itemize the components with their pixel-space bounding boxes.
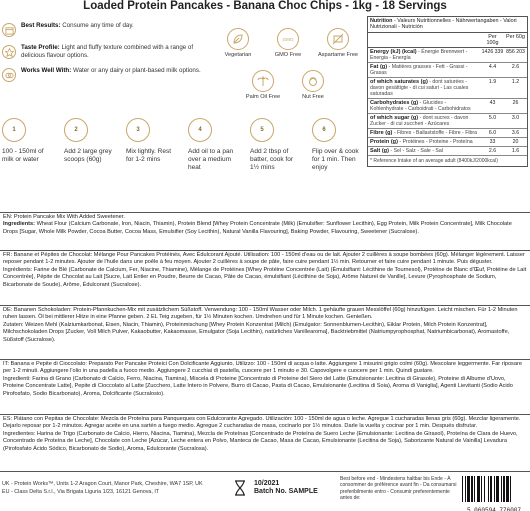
barcode-bars (460, 474, 528, 510)
barcode-bar (494, 476, 495, 502)
nutrient-translations: - Protéines - Proteine - Proteína (397, 138, 473, 145)
step-1 (2, 118, 54, 164)
step-number (312, 118, 336, 142)
en-ingredients (3, 221, 527, 236)
nutrient-translations: - Sel - Salz - Sale - Sal (388, 147, 443, 154)
step-6 (312, 118, 364, 172)
barcode-bar (503, 476, 505, 502)
value-per100g: 1.9 (488, 78, 497, 85)
block-es (0, 415, 530, 454)
step-number-text: 4 (198, 127, 202, 133)
nutrient-name: Energy (kJ) (kcal) (370, 48, 417, 55)
address-uk: UK - Protein Works™, Units 1-2 Aragon Court, Manor Park, Cheshire, WA7 1SP, UK (2, 481, 203, 487)
nutrition-row (368, 138, 527, 147)
value-per100g: 2.6 (488, 147, 497, 154)
step-text: Add oil to a pan over a medium heat (188, 148, 234, 171)
barcode-bar (506, 476, 509, 502)
badge-gmo-free (264, 28, 312, 59)
it-instructions: IT: Banana e Pepite di Cioccolato: Preparato Per Pancake Proteici Con Dolcificante Aggiunto. Utilizzo: 100 - 150ml di acqua o latte. Aggiungere 1 misurini grigio colmi (60g). Mescolare leggermente. Far riposare per 1-2 minuti. Aggiungere l'olio in una padella a fuoco medio. Aggiungere 2 cucchiai di pastella, cuocere per 1 minuto e 30. Capovolgere e cuocere per 1 min. Quindi gustare. (3, 361, 522, 375)
best-before-date: 10/2021 (254, 480, 280, 487)
info-item-taste-profile (2, 44, 202, 60)
step-3 (126, 118, 178, 164)
barcode-bar (477, 476, 480, 502)
step-number-text: 3 (136, 127, 140, 133)
en-ingredients-label: Ingredients: (3, 221, 37, 228)
badge-label: Nut Free (302, 94, 324, 100)
badge-label: Aspartame Free (317, 52, 359, 58)
nutrient-translations: - Matières grasses - Fett - Grassi - Grasas (370, 63, 468, 76)
product-title: Loaded Protein Pancakes - Banana Choc Chips - 1kg - 18 Servings (83, 0, 447, 12)
badge-aspartame-free (314, 28, 362, 59)
nutrient-name: of which sugar (g) (370, 114, 419, 121)
block-en (0, 213, 530, 237)
nutrition-label (368, 78, 481, 98)
step-text: 100 - 150ml of milk or water (2, 148, 44, 163)
value-per60g: 1.2 (511, 78, 520, 85)
badges (214, 20, 362, 130)
nutrition-rows (368, 48, 527, 156)
barcode-bar (510, 476, 511, 502)
barcode (460, 474, 528, 510)
badge-label: Palm Oil Free (245, 94, 281, 100)
info-label: Taste Profile: (21, 44, 60, 51)
step-number (2, 118, 26, 142)
mix-icon (2, 68, 16, 82)
value-per60g: 26 (512, 99, 519, 106)
date-batch (254, 480, 318, 496)
barcode-number: 5 060594 776007 (466, 507, 521, 511)
preparation-steps (2, 118, 364, 208)
nutrition-header (368, 17, 527, 33)
fr-ingredients: Ingrédients: Farine de Blé (Carbonate de Calcium, Fer, Niacine, Thiamine), Mélange de Protéines [Whey Protéine Concentrée (Lait) (Émulsifiant: Lécithine de Tournesol), Protéine de Blanc d'Œuf, Protéine de Lait Concentrée], Pépite de Chocolat au Lait [Sucre, Lait Entier en Poudre, Beurre de Cacao, Pâte de Cacao, émulsifiant (Lécithine de Soja), Arôme Naturel de Vanille], Levure (Pyrophosphate de Sodium, Bicarbonate de Soude), Arôme, Édulcorant (Sucralose). (3, 266, 527, 288)
de-ingredients: Zutaten: Weizen Mehl (Kalziumkarbonat, Eisen, Niacin, Thiamin), Proteinmischung [Whey Protein Konzentrat (Milch) (Emulgator: Sonnenblumen-Lecithin), Eiklar Protein, Milch Protein Konzentrat], Milchschokoladen Drops [Zucker, Voll Milch Pulver, Kakaobutter, Kakaomasse, Emulgator (Soja Lecithin), natürliches Vanillearoma], Backtriebmittel (Natriumpyrophosphat, Natriumbicarbonat), Aromastoffe, Süßstoff (Sucralose). (3, 321, 510, 343)
nutrition-columns (368, 33, 527, 48)
en-ingredients-text: Wheat Flour (Calcium Carbonate, Iron, Niacin, Thiamin), Protein Blend [Whey Protein Concentrate (Milk) (Emulsifier: Sunflower Lecithin), Egg Protein, Milk Protein Concentrate], Milk Chocolate Drops [Sugar, Whole Milk Powder, Cocoa Butter, Cocoa Mass, Emulsifier (Soy Lecithin), Natural Vanilla Flavouring], Baking Powder, Flavouring, Sweetener (Sucralose). (3, 221, 512, 235)
calendar-icon (2, 23, 16, 37)
nutrition-col-per60: Per 60g (506, 33, 525, 40)
address-eu: EU - Class Delta S.r.l., Via Brigata Liguria 1/23, 16121 Genova, IT (2, 489, 160, 495)
top-section (0, 16, 530, 212)
fr-instructions: FR: Banane et Pépites de Chocolat: Mélange Pour Pancakes Protéinés, Avec Édulcorant Ajouté. Utilisation: 100 - 150ml d'eau ou de lait. Ajouter 2 cuillères à soupe bombées (60g). Mélanger légèrement. Laisser reposer pendant 1-2 minutes. Ajouter de l'huile dans une poêle à feu moyen. Ajouter 2 cuillères à soupe de pâte, faire cuire pendant 1½ min. Retourner et faire cuire pendant 1 minute. Puis déguster. (3, 252, 525, 266)
info-value: Light and fluffy texture combined with a range of delicious flavour options. (21, 44, 194, 59)
value-per100g: 43 (489, 99, 496, 106)
nutrient-translations: - dont saturées - davon gesättigte - di cui saturi - Las cuales saturadas (370, 78, 469, 97)
step-text: Add 2 large grey scoops (60g) (64, 148, 112, 163)
nutrition-label (368, 114, 481, 128)
block-de (0, 306, 530, 345)
step-number (188, 118, 212, 142)
step-5 (250, 118, 302, 172)
nutrient-translations: - Glucides - Kohlenhydrate - Carboidrati - Carbohidratos (370, 99, 471, 112)
es-ingredients: Ingredientes: Harina de Trigo (Carbonato de Calcio, Hierro, Niacina, Tiamina), Mezcla de Proteínas [Concentrado de Proteína de Suero Leche (Emulsionante: Lecitina de Girasol), Proteína de Clara de Huevo, Concentrado de Proteína de Leche], Chocolate con Leche [Azúcar, Leche entera en Polvo, Manteca de Cacao, Masa de Cacao, Emulsionante (Lecitina de Soja), Saborizante Natural de Vainilla] Levadura (Pirofosfato Ácido Sódico, Bicarbonato de Sodio), Aroma, Edulcorante (Sucralosa). (3, 430, 518, 452)
step-4 (188, 118, 240, 172)
svg-text:GMO: GMO (282, 37, 294, 42)
badge-nut-free (289, 70, 337, 101)
barcode-bar (484, 476, 485, 502)
palm-oil-icon (252, 70, 274, 92)
nutrition-label (368, 147, 481, 155)
nutrient-translations: - Énergie Brennwert - Energia - Energía (370, 48, 468, 61)
gmo-icon (277, 28, 299, 50)
badge-palm-oil-free (239, 70, 287, 101)
value-per100g: 33 (489, 138, 496, 145)
step-number (64, 118, 88, 142)
value-per100g: 1426 339 (481, 48, 504, 55)
barcode-bar (496, 476, 499, 502)
en-description: EN: Protein Pancake Mix With Added Sweetener. (3, 214, 125, 220)
badge-vegetarian (214, 28, 262, 59)
aspartame-icon (327, 28, 349, 50)
value-per60g: 20 (512, 138, 519, 145)
barcode-bar (474, 476, 475, 502)
nutrition-label (368, 48, 481, 62)
nutrition-row (368, 129, 527, 138)
badge-label: Vegetarian (224, 52, 252, 58)
nutrition-row (368, 147, 527, 156)
nutrient-name: of which saturates (g) (370, 78, 428, 85)
step-number-text: 6 (322, 127, 326, 133)
info-label: Works Well With: (21, 67, 72, 74)
step-number-text: 2 (74, 127, 78, 133)
leaf-icon (227, 28, 249, 50)
step-number (126, 118, 150, 142)
nutrition-row (368, 63, 527, 78)
nutrition-table (367, 16, 528, 167)
badge-label: GMO Free (274, 52, 302, 58)
step-text: Add 2 tbsp of batter, cook for 1½ mins (250, 148, 293, 171)
nutrition-title: Nutrition (370, 18, 393, 24)
value-per60g: 2.6 (511, 63, 520, 70)
star-icon (2, 45, 16, 59)
nutrient-name: Salt (g) (370, 147, 389, 154)
info-item-best-results (2, 22, 202, 37)
step-text: Flip over & cook for 1 min. Then enjoy (312, 148, 359, 171)
value-per100g: 6.0 (488, 129, 497, 136)
value-per60g: 856 203 (506, 48, 525, 55)
barcode-bar (490, 476, 492, 502)
info-list (2, 22, 202, 89)
nutrition-label (368, 99, 481, 113)
barcode-bar (467, 476, 470, 502)
nutrient-name: Carbohydrates (g) (370, 99, 419, 106)
step-number-text: 1 (12, 127, 16, 133)
nutrition-subtitle: - Valeurs Nutritionnelles - Nährwertangaben - Valori Nutrizionali - Nutrición (370, 18, 517, 31)
nutrient-translations: - dont sucres - davon Zucker - di cui zuccheri - Azúcares (370, 114, 469, 127)
barcode-bar (488, 476, 489, 502)
best-before-text: Best before end - Mindestens haltbar bis Ende - À consommer de préférence avant fin - Da consumarsi preferibilmente entro - Consumir preferentemente antes de: (340, 476, 457, 502)
value-per60g: 3.0 (511, 114, 520, 121)
value-per100g: 4.4 (488, 63, 497, 70)
step-number-text: 5 (260, 127, 264, 133)
it-ingredients: Ingredienti: Farina di Grano (Carbonato di Calcio, Ferro, Niacina, Tiamina), Miscela di Proteine [Concentrato di Proteine del Siero del Latte (Emulsionante: Lecitina di Girasole), Proteine di Albume d'Uovo, Proteine Concentrate Latte], Pepite di Cioccolato al Latte [Zucchero, Latte Intero in Polvere, Burro di Cacao, Pasta di Cacao, Emulsionante (Lecitina di Soia), Aroma di Vaniglia], Agenti Lievitanti (Sodio Acido Pirofosfato, Sodio Bicarbonato), Aroma, Dolcificante (Sucralosio). (3, 375, 513, 397)
info-value: Consume any time of day. (60, 22, 134, 29)
nutrition-row (368, 78, 527, 99)
addresses (2, 480, 203, 496)
nutrient-translations: - Fibres - Ballaststoffe - Fibre - Fibra (392, 129, 478, 136)
value-per60g: 1.6 (511, 147, 520, 154)
de-instructions: DE: Bananen Schokoladen: Protein-Pfannkuchen-Mix mit zusätzlichem Süßstoff. Verwendung: 100 - 150ml Wasser oder Milch. 1 gehäufte grauen Messlöffel (60g) hinzufügen. Leicht mischen. Für 1-2 Minuten ruhen lassen. Öl bei mittlerer Hitze in eine Pfanne geben. 2 EL Teig zugeben, für 1½ Minuten kochen. Umdrehen und für 1 Minute kochen. Genießen. (3, 307, 518, 321)
nutrition-note: * Reference Intake of an average adult (8400kJ/2000kcal) (370, 157, 498, 164)
nutrition-label (368, 138, 481, 146)
nutrient-name: Protein (g) (370, 138, 398, 145)
value-per60g: 3.6 (511, 129, 520, 136)
barcode-bar (471, 476, 473, 502)
nutrition-row (368, 48, 527, 63)
footer (0, 471, 530, 511)
step-number (250, 118, 274, 142)
nutrition-label (368, 63, 481, 77)
value-per100g: 5.0 (488, 114, 497, 121)
block-fr (0, 251, 530, 290)
barcode-bar (481, 476, 482, 502)
info-label: Best Results: (21, 22, 61, 29)
nutrition-label (368, 129, 481, 137)
nutrition-col-spacer (368, 33, 481, 47)
nutrient-name: Fat (g) (370, 63, 388, 70)
info-item-works-well-with (2, 67, 202, 82)
barcode-bar (501, 476, 502, 502)
es-instructions: ES: Plátano con Pepitas de Chocolate: Mezcla de Proteína para Panqueques con Edulcorante Agregado. Utilización: 100 - 150ml de agua o leche. Agregue 1 cucharadas llenas gris (60g). Mezclar ligeramente. Dejarlo reposar por 1-2 minutos. Agregar aceite en una sartén a fuego medio. Agregue 2 cucharadas de masa, cocinarlo por 1½ minutos. Darle la vuelta y cocinar por 1 min. Después disfrutar. (3, 416, 521, 430)
barcode-bar (462, 476, 463, 502)
step-text: Mix lightly. Rest for 1-2 mins (126, 148, 172, 163)
info-value: Water or any dairy or plant-based milk options. (71, 67, 201, 74)
nutrition-row (368, 99, 527, 114)
step-2 (64, 118, 116, 164)
nut-icon (302, 70, 324, 92)
block-it (0, 360, 530, 399)
batch-number: Batch No. SAMPLE (254, 488, 318, 495)
nutrition-col-per100: Per 100g (486, 33, 499, 46)
barcode-bar (465, 476, 466, 502)
hourglass-icon (232, 480, 248, 501)
nutrient-name: Fibre (g) (370, 129, 393, 136)
nutrition-row (368, 114, 527, 129)
